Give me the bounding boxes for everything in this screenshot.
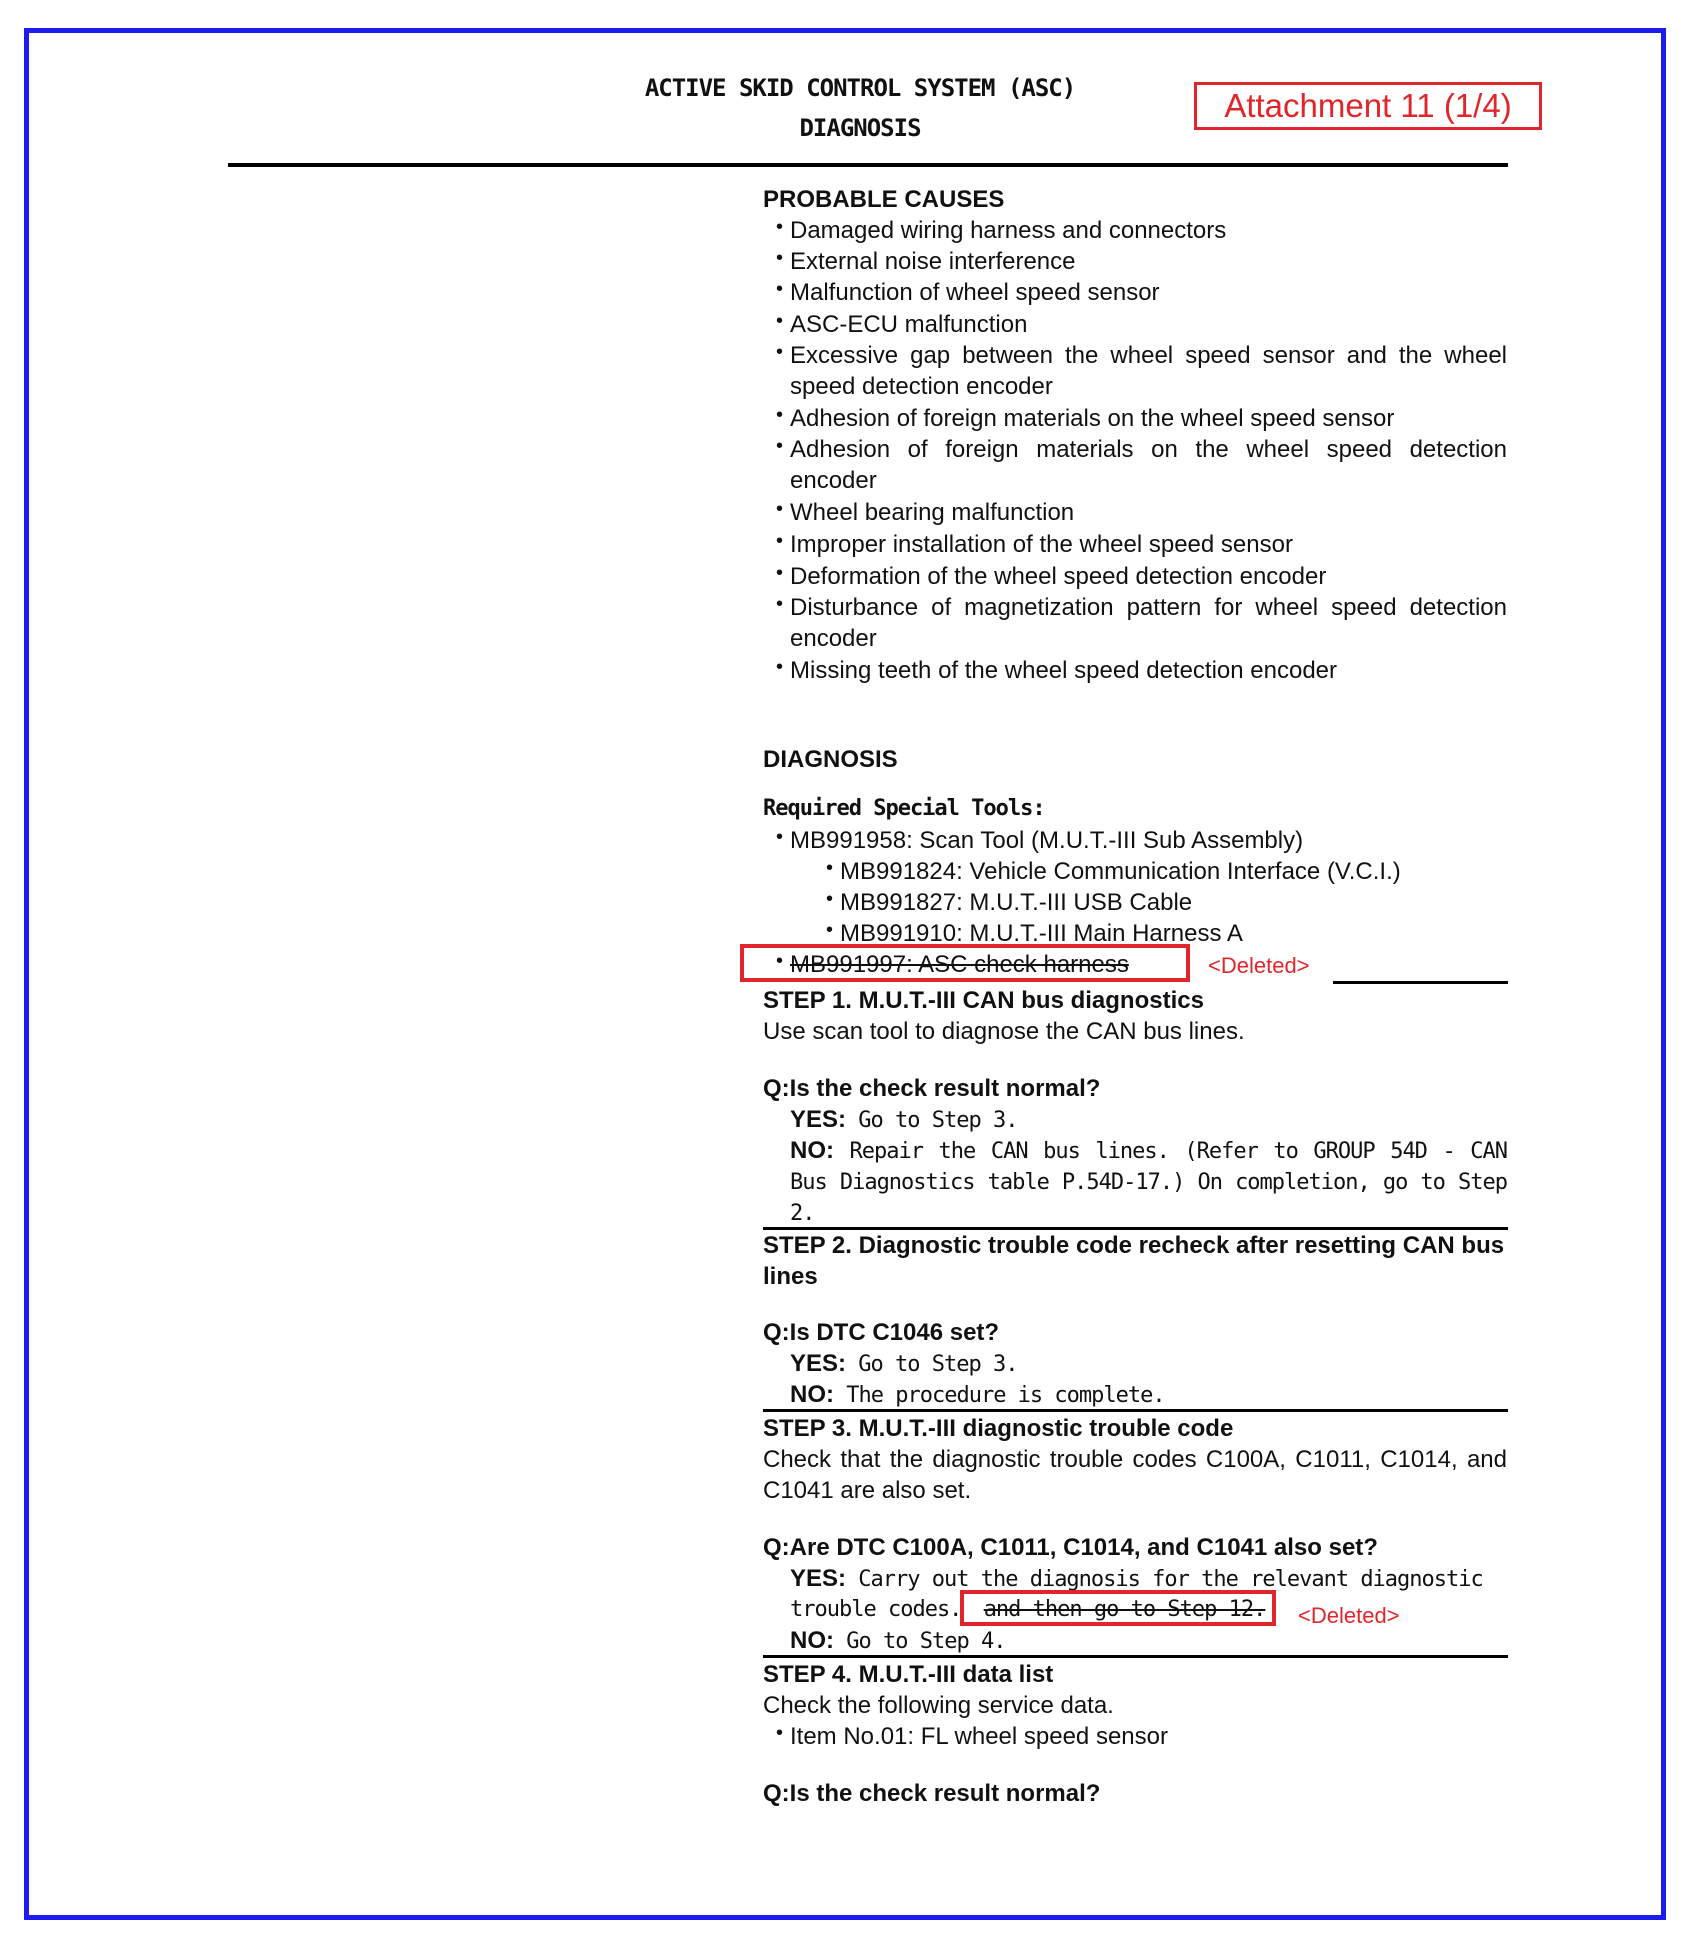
probable-causes-heading: PROBABLE CAUSES — [763, 186, 1005, 213]
diagnosis-heading: DIAGNOSIS — [763, 746, 898, 773]
no-label: NO: — [790, 1627, 834, 1654]
header-title: ACTIVE SKID CONTROL SYSTEM (ASC) — [644, 74, 1076, 102]
step3-no — [790, 1625, 1507, 1657]
step3-body: Check that the diagnostic trouble codes C100A, C1011, C1014, and C1041 are also set. — [763, 1446, 1507, 1504]
tool-item: • MB991910: M.U.T.-III Main Harness A — [813, 918, 1534, 949]
step3-yes-deleted: and then go to Step 12. — [983, 1597, 1266, 1622]
cause-item: • Adhesion of foreign materials on the wheel speed sensor — [763, 403, 1534, 434]
step4-body: Check the following service data. — [763, 1692, 1114, 1719]
cause-item: • ASC-ECU malfunction — [763, 309, 1534, 340]
step3-question: Q:Are DTC C100A, C1011, C1014, and C1041 also set? — [763, 1534, 1378, 1561]
step2-yes — [790, 1348, 1507, 1380]
step1-yes-text: Go to Step 3. — [858, 1108, 1018, 1133]
no-label: NO: — [790, 1381, 834, 1408]
section-rule — [1333, 981, 1508, 984]
attachment-label: Attachment 11 (1/4) — [1194, 82, 1542, 130]
tool-item: • MB991827: M.U.T.-III USB Cable — [813, 887, 1534, 918]
cause-item: • Missing teeth of the wheel speed detection encoder — [763, 655, 1534, 686]
step3-yes-text-1: Carry out the diagnosis for the relevant diagnostic — [858, 1567, 1483, 1592]
cause-item: • External noise interference — [763, 246, 1534, 277]
no-label: NO: — [790, 1137, 834, 1164]
yes-label: YES: — [790, 1350, 847, 1377]
step1-no — [790, 1135, 1507, 1229]
cause-item: • Disturbance of magnetization pattern for wheel speed detection encoder — [763, 592, 1507, 654]
deleted-highlight-box — [740, 944, 1190, 982]
tool-item: • MB991958: Scan Tool (M.U.T.-III Sub Assembly) — [763, 825, 1534, 856]
deleted-highlight-box — [960, 1590, 1276, 1626]
yes-label: YES: — [790, 1565, 847, 1592]
cause-item: • Damaged wiring harness and connectors — [763, 215, 1534, 246]
step4-question: Q:Is the check result normal? — [763, 1780, 1101, 1807]
deleted-marker: <Deleted> — [1298, 1603, 1400, 1628]
cause-item: • Improper installation of the wheel speed sensor — [763, 529, 1534, 560]
step4-title: STEP 4. M.U.T.-III data list — [763, 1661, 1054, 1688]
step3-no-text: Go to Step 4. — [846, 1629, 1006, 1654]
tools-heading: Required Special Tools: — [763, 796, 1045, 821]
step1-question: Q:Is the check result normal? — [763, 1075, 1101, 1102]
step1-title: STEP 1. M.U.T.-III CAN bus diagnostics — [763, 987, 1204, 1014]
step2-no-text: The procedure is complete. — [846, 1383, 1165, 1408]
tool-item: • MB991824: Vehicle Communication Interface (V.C.I.) — [813, 856, 1534, 887]
section-rule — [763, 1409, 1508, 1412]
step2-yes-text: Go to Step 3. — [858, 1352, 1018, 1377]
header-subtitle: DIAGNOSIS — [799, 114, 921, 142]
step2-title: STEP 2. Diagnostic trouble code recheck after resetting CAN bus lines — [763, 1232, 1505, 1290]
step2-no — [790, 1379, 1507, 1411]
step4-item: • Item No.01: FL wheel speed sensor — [763, 1721, 1534, 1752]
step3-title: STEP 3. M.U.T.-III diagnostic trouble code — [763, 1415, 1234, 1442]
step1-body: Use scan tool to diagnose the CAN bus lines. — [763, 1018, 1245, 1045]
step3-yes-text-2: trouble codes. — [790, 1597, 962, 1622]
step1-no-text: Repair the CAN bus lines. (Refer to GROUP 54D - CAN Bus Diagnostics table P.54D-17.) On completion, go to Step 2. — [790, 1139, 1507, 1226]
yes-label: YES: — [790, 1106, 847, 1133]
cause-item: • Deformation of the wheel speed detection encoder — [763, 561, 1534, 592]
cause-item: • Wheel bearing malfunction — [763, 497, 1534, 528]
cause-item: • Excessive gap between the wheel speed sensor and the wheel speed detection encoder — [763, 340, 1507, 402]
cause-item: • Malfunction of wheel speed sensor — [763, 277, 1534, 308]
deleted-marker: <Deleted> — [1208, 953, 1310, 978]
step2-question: Q:Is DTC C1046 set? — [763, 1319, 1000, 1346]
header-rule — [228, 163, 1508, 167]
deleted-tool-item: • MB991997: ASC check harness — [763, 949, 1534, 980]
step1-yes — [790, 1104, 1507, 1136]
section-rule — [763, 1655, 1508, 1658]
cause-item: • Adhesion of foreign materials on the wheel speed detection encoder — [763, 434, 1507, 496]
